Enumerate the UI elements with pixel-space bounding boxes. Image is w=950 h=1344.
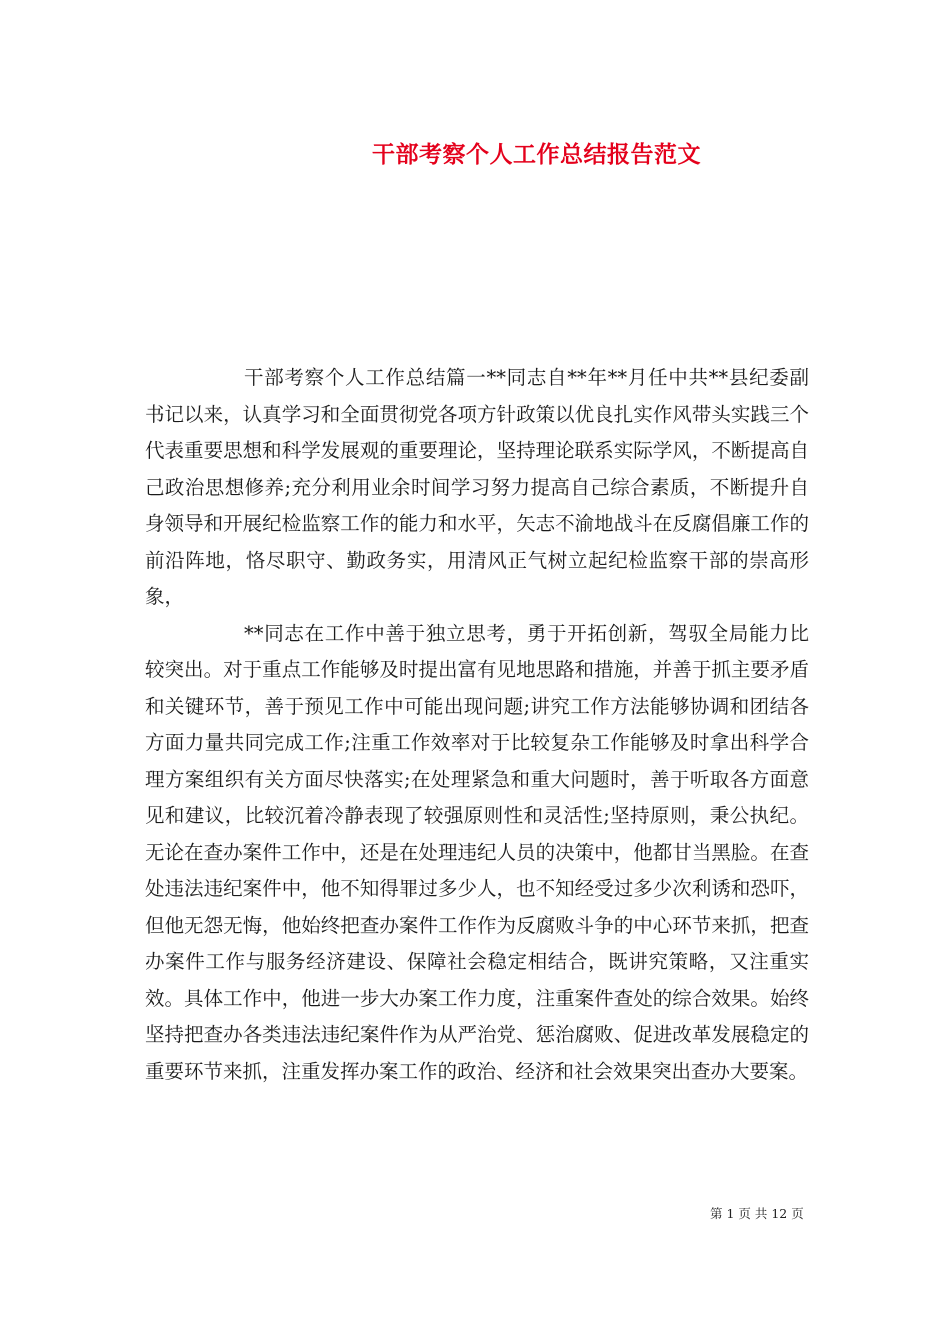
document-title: 干部考察个人工作总结报告范文 [372,141,701,168]
paragraph-2: **同志在工作中善于独立思考，勇于开拓创新，驾驭全局能力比较突出。对于重点工作能够及时提出富有见地思路和措施，并善于抓主要矛盾和关键环节，善于预见工作中可能出现问题;讲究工作方法能够协调和团结各方面力量共同完成工作;注重工作效率对于比较复杂工作能够及时拿出科学合理方案组织有关方面尽快落实;在处理紧急和重大问题时，善于听取各方面意见和建议，比较沉着冷静表现了较强原则性和灵活性;坚持原则，秉公执纪。无论在查办案件工作中，还是在处理违纪人员的决策中，他都甘当黑脸。在查处违法违纪案件中，他不知得罪过多少人，也不知经受过多少次利诱和恐吓，但他无怨无悔，他始终把查办案件工作作为反腐败斗争的中心环节来抓，把查办案件工作与服务经济建设、保障社会稳定相结合，既讲究策略，又注重实效。具体工作中，他进一步大办案工作力度，注重案件查处的综合效果。始终坚持把查办各类违法违纪案件作为从严治党、惩治腐败、促进改革发展稳定的重要环节来抓，注重发挥办案工作的政治、经济和社会效果突出查办大要案。 [145,621,809,1083]
paragraph-1: 干部考察个人工作总结篇一**同志自**年**月任中共**县纪委副书记以来，认真学习和全面贯彻党各项方针政策以优良扎实作风带头实践三个代表重要思想和科学发展观的重要理论，坚持理论联系实际学风，不断提高自己政治思想修养;充分利用业余时间学习努力提高自己综合素质，不断提升自身领导和开展纪检监察工作的能力和水平，矢志不渝地战斗在反腐倡廉工作的前沿阵地，恪尽职守、勤政务实，用清风正气树立起纪检监察干部的崇高形象， [145,366,809,608]
document-body [145,360,809,1090]
page-number-footer: 第 1 页 共 12 页 [710,1206,804,1221]
